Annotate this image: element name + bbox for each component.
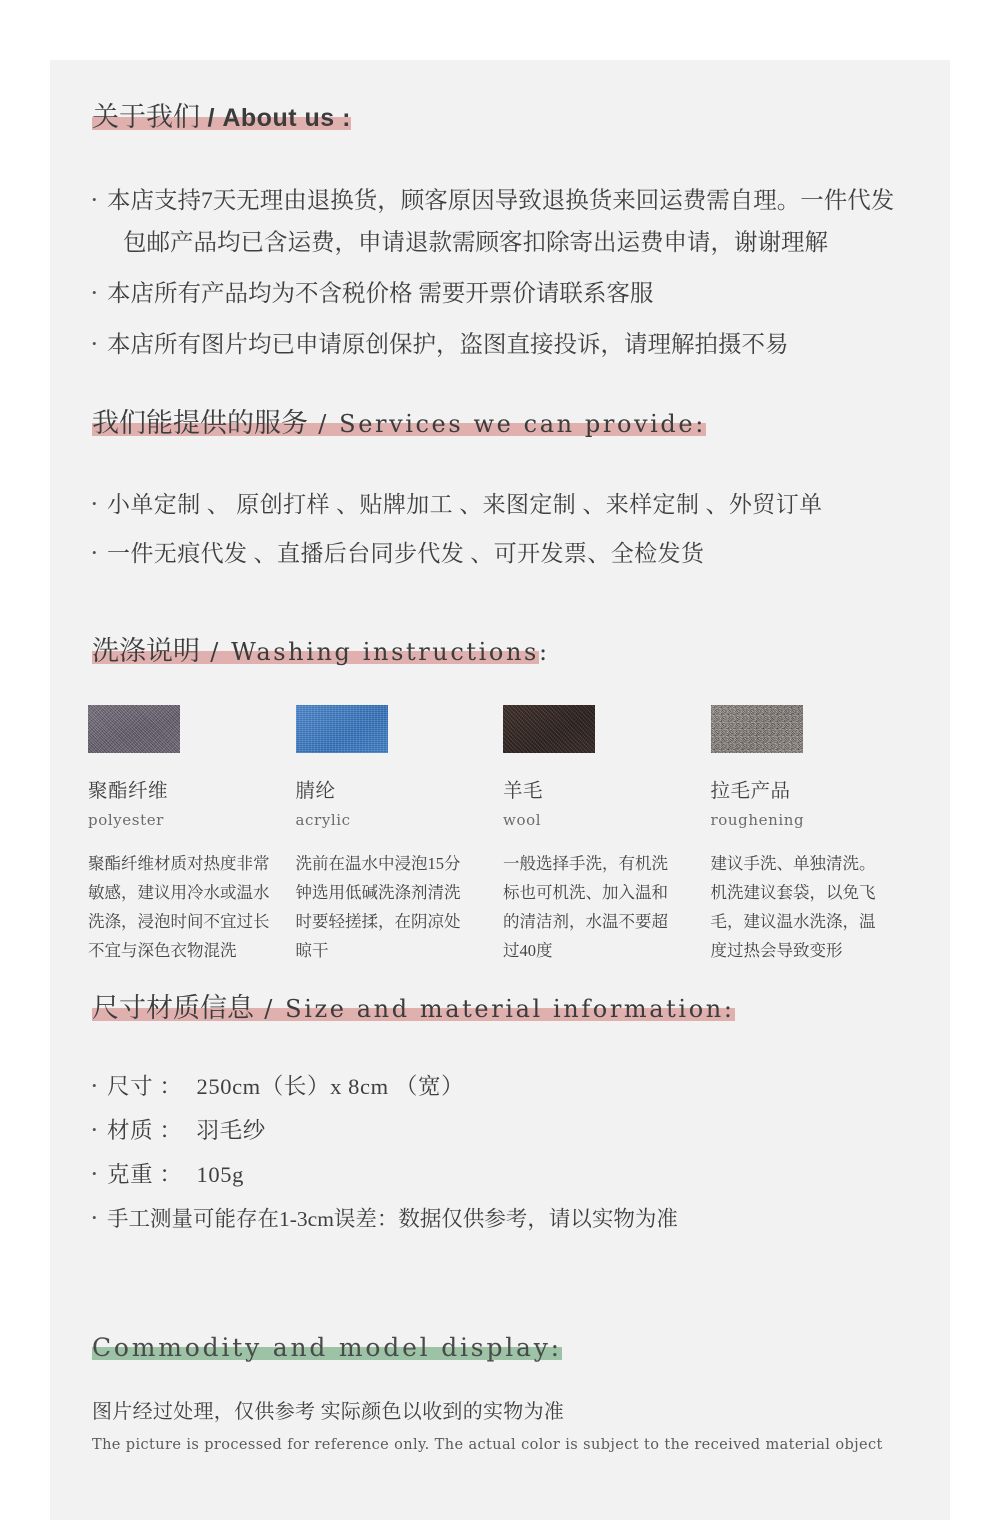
material-card-acrylic [296,705,504,965]
material-card-roughening [711,705,919,965]
display-heading-en: Commodity and model display: [92,1333,562,1362]
washing-heading-en: Washing instructions [231,638,539,666]
display-disclaimer-cn: 图片经过处理，仅供参考 实际颜色以收到的实物为准 [92,1401,565,1423]
service-item-text: 一件无痕代发 、直播后台同步代发 、可开发票、全检发货 [107,541,705,566]
material-name-en: wool [503,811,542,829]
size-heading-cn: 尺寸材质信息 [92,993,254,1023]
care-line: 晾干 [295,941,329,960]
services-heading-sep: / [308,410,340,438]
about-us-heading [92,104,351,131]
material-name-cn: 拉毛产品 [710,781,791,802]
size-heading-highlight [92,993,735,1024]
fabric-swatch-polyester [88,705,180,753]
care-line: 不宜与深色衣物混洗 [88,941,237,960]
material-name-cn: 羊毛 [503,781,544,802]
measurement-disclaimer-text: 手工测量可能存在1-3cm误差：数据仅供参考，请以实物为准 [107,1207,678,1231]
spec-row-material [90,1114,890,1148]
care-line: 洗前在温水中浸泡15分 [295,854,461,873]
care-line: 度过热会导致变形 [710,941,843,960]
care-line: 毛，建议温水洗涤，温 [710,912,876,931]
care-line: 敏感，建议用冷水或温水 [88,883,270,902]
about-us-heading-en: About us : [222,104,351,132]
about-us-heading-highlight [92,102,351,133]
spec-value: 250cm（长）x 8cm （宽） [196,1074,465,1099]
spec-value: 羽毛纱 [196,1118,266,1143]
list-item [90,537,920,571]
services-list [90,488,920,586]
product-detail-panel [50,60,950,1520]
fabric-texture [88,705,180,753]
size-heading-en: Size and material information: [285,995,735,1023]
material-name-cn: 腈纶 [295,781,336,802]
spec-label: 材质 ： [107,1118,183,1143]
display-heading [92,1335,562,1361]
washing-heading-sep: / [200,638,232,666]
material-care-text [296,849,481,965]
care-line: 机洗建议套袋，以免飞 [710,883,876,902]
fabric-texture [711,705,803,753]
care-line: 建议手洗、单独清洗。 [710,854,876,873]
size-heading-sep: / [254,995,286,1023]
care-line: 聚酯纤维材质对热度非常 [88,854,270,873]
about-item-line1: 本店所有产品均为不含税价格 需要开票价请联系客服 [107,281,654,307]
display-heading-highlight [92,1333,562,1363]
spec-value: 105g [196,1162,244,1187]
services-heading-cn: 我们能提供的服务 [92,408,308,438]
about-us-list [90,180,920,375]
list-item [90,273,920,315]
list-item [90,324,920,366]
care-line: 过40度 [503,941,553,960]
material-care-text [88,849,273,965]
material-name-cn: 聚酯纤维 [88,781,169,802]
care-line: 标也可机洗、加入温和 [503,883,668,902]
spec-row-weight [90,1158,890,1192]
measurement-disclaimer [90,1202,890,1236]
care-line: 洗涤，浸泡时间不宜过长 [88,912,270,931]
spec-label: 尺寸 ： [107,1074,183,1099]
material-card-wool [503,705,711,965]
fabric-texture [503,705,595,753]
about-us-heading-cn: 关于我们 [92,102,200,132]
services-heading-highlight [92,408,706,439]
care-line: 钟选用低碱洗涤剂清洗 [295,883,461,902]
washing-heading-highlight [92,636,539,667]
material-care-text [711,849,896,965]
service-item-text: 小单定制 、 原创打样 、贴牌加工 、来图定制 、来样定制 、外贸订单 [107,492,823,517]
display-disclaimer [92,1395,922,1453]
spec-label: 克重 ： [107,1162,183,1187]
about-item-line1: 本店所有图片均已申请原创保护，盗图直接投诉，请理解拍摄不易 [107,332,789,358]
display-disclaimer-en: The picture is processed for reference only. The actual color is subject to the received material object [92,1437,883,1453]
spec-row-size [90,1070,890,1104]
specification-list [90,1070,890,1246]
washing-heading-cn: 洗涤说明 [92,636,200,666]
care-line: 的清洁剂，水温不要超 [503,912,668,931]
services-heading [92,410,706,437]
material-name-en: polyester [88,811,164,829]
fabric-swatch-acrylic [296,705,388,753]
material-care-text [503,849,688,965]
list-item [90,488,920,522]
list-item [90,180,920,264]
material-card-polyester [88,705,296,965]
about-item-line2: 包邮产品均已含运费，申请退款需顾客扣除寄出运费申请，谢谢理解 [123,230,828,256]
about-item-line1: 本店支持7天无理由退换货，顾客原因导致退换货来回运费需自理。一件代发 [107,188,895,214]
material-name-en: acrylic [295,811,351,829]
material-name-en: roughening [710,811,805,829]
fabric-texture [296,705,388,753]
size-material-heading [92,995,735,1022]
fabric-swatch-roughening [711,705,803,753]
care-line: 一般选择手洗，有机洗 [503,854,668,873]
material-swatch-row [88,705,918,965]
services-heading-en: Services we can provide: [339,410,706,438]
fabric-swatch-wool [503,705,595,753]
washing-instructions-heading [92,638,550,665]
about-us-heading-sep: / [200,104,223,132]
care-line: 时要轻搓揉，在阴凉处 [295,912,461,931]
washing-heading-colon: : [538,638,550,666]
